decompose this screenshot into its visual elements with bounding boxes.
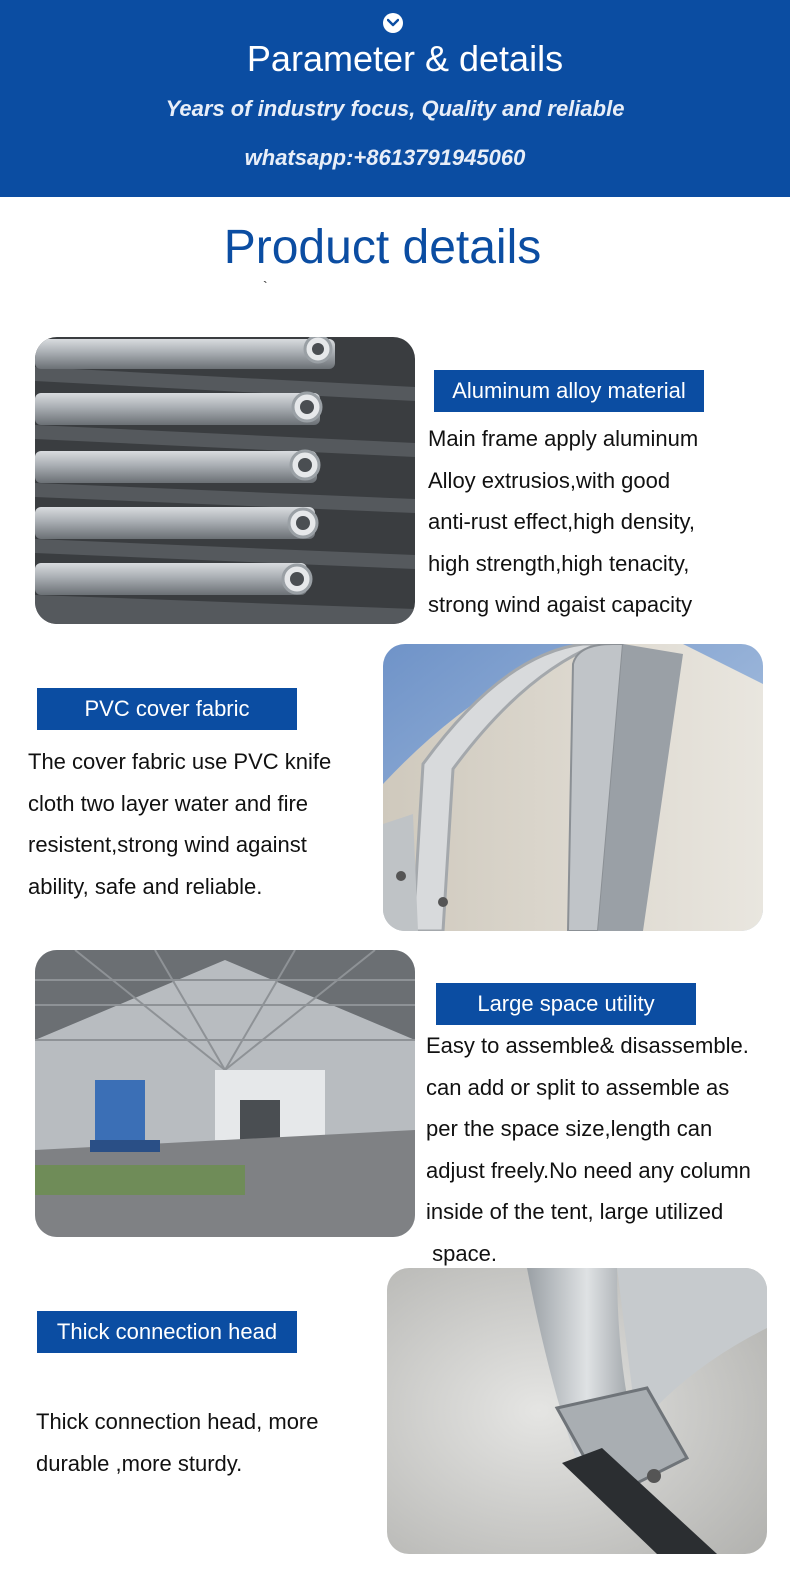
aluminum-tubes-photo: [35, 337, 415, 624]
large-space-photo: [35, 950, 415, 1237]
desc-line: space.: [426, 1240, 497, 1266]
desc-line: per the space size,length can: [426, 1116, 713, 1141]
desc-line: resistent,strong wind against: [28, 832, 307, 857]
chevron-down-icon[interactable]: [383, 13, 403, 33]
desc-line: inside of the tent, large utilized: [426, 1199, 724, 1224]
desc-line: durable ,more sturdy.: [36, 1450, 243, 1476]
header-banner: [0, 0, 790, 197]
feature-desc-connection: [36, 1401, 319, 1484]
feature-desc-pvc: [28, 741, 331, 907]
feature-desc-space: [426, 1025, 751, 1274]
feature-desc-aluminum: [428, 418, 698, 626]
desc-line: cloth two layer water and fire: [28, 790, 309, 816]
desc-line: Alloy extrusios,with good: [428, 467, 671, 493]
feature-label-pvc: PVC cover fabric: [37, 688, 297, 730]
feature-label-space: Large space utility: [436, 983, 696, 1025]
desc-line: anti-rust effect,high density,: [428, 509, 695, 534]
pvc-fabric-photo: [383, 644, 763, 931]
desc-line: strong wind agaist capacity: [428, 592, 693, 617]
desc-line: Thick connection head, more: [36, 1409, 319, 1434]
stray-mark: `: [263, 278, 268, 294]
desc-line: The cover fabric use PVC knife: [28, 749, 332, 774]
desc-line: ability, safe and reliable.: [28, 873, 263, 899]
desc-line: high strength,high tenacity,: [428, 550, 690, 576]
connection-head-photo: [387, 1268, 767, 1554]
whatsapp-contact[interactable]: whatsapp:+8613791945060: [244, 145, 526, 170]
desc-line: can add or split to assemble as: [426, 1074, 730, 1100]
banner-subtitle: Years of industry focus, Quality and reliable: [165, 96, 625, 121]
desc-line: Main frame apply aluminum: [428, 426, 699, 451]
page-title: Parameter & details: [246, 38, 564, 79]
feature-label-connection: Thick connection head: [37, 1311, 297, 1353]
desc-line: adjust freely.No need any column: [426, 1157, 751, 1183]
feature-label-aluminum: Aluminum alloy material: [434, 370, 704, 412]
desc-line: Easy to assemble& disassemble.: [426, 1033, 749, 1058]
section-title: Product details: [223, 221, 542, 274]
